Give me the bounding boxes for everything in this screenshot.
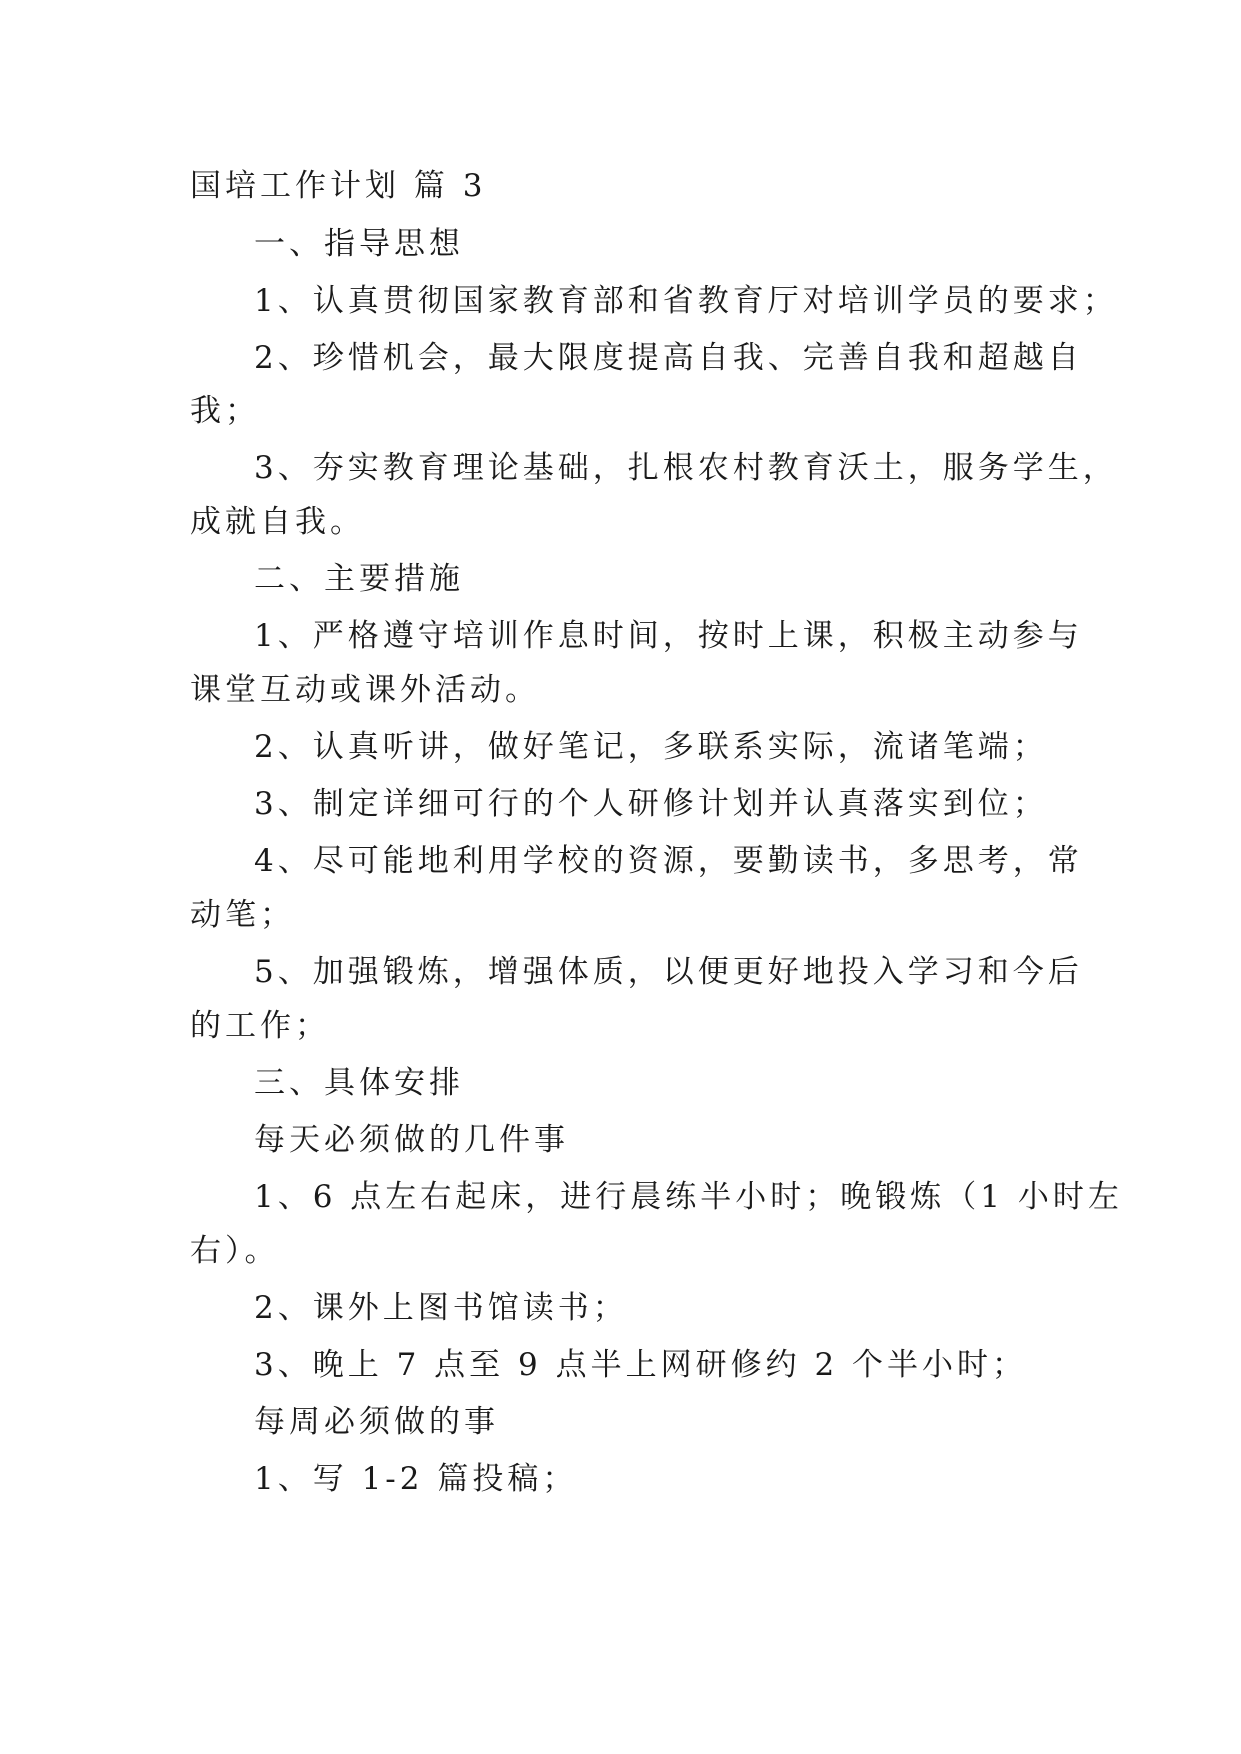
paragraph-line: 4、尽可能地利用学校的资源，要勤读书，多思考，常 xyxy=(254,843,1083,879)
paragraph-line: 3、夯实教育理论基础，扎根农村教育沃土，服务学生， xyxy=(254,450,1118,486)
paragraph-line: 动笔； xyxy=(190,897,295,933)
subheading: 每周必须做的事 xyxy=(254,1404,499,1440)
paragraph-line: 右）。 xyxy=(190,1233,280,1269)
paragraph-line: 1、认真贯彻国家教育部和省教育厅对培训学员的要求； xyxy=(254,283,1118,319)
section-heading: 二、主要措施 xyxy=(254,561,464,597)
document-title: 国培工作计划 篇 3 xyxy=(190,168,487,204)
section-heading: 三、具体安排 xyxy=(254,1065,464,1101)
paragraph-line: 1、严格遵守培训作息时间，按时上课，积极主动参与 xyxy=(254,618,1083,654)
paragraph-line: 5、加强锻炼，增强体质，以便更好地投入学习和今后 xyxy=(254,954,1083,990)
paragraph-line: 的工作； xyxy=(190,1008,330,1044)
paragraph-line: 1、6 点左右起床，进行晨练半小时；晚锻炼（1 小时左 xyxy=(254,1179,1123,1215)
paragraph-line: 2、珍惜机会，最大限度提高自我、完善自我和超越自 xyxy=(254,340,1083,376)
paragraph-line: 2、认真听讲，做好笔记，多联系实际，流诸笔端； xyxy=(254,729,1048,765)
paragraph-line: 3、制定详细可行的个人研修计划并认真落实到位； xyxy=(254,786,1048,822)
paragraph-line: 3、晚上 7 点至 9 点半上网研修约 2 个半小时； xyxy=(254,1347,1028,1383)
paragraph-line: 我； xyxy=(190,393,260,429)
subheading: 每天必须做的几件事 xyxy=(254,1122,569,1158)
paragraph-line: 2、课外上图书馆读书； xyxy=(254,1290,628,1326)
paragraph-line: 课堂互动或课外活动。 xyxy=(190,672,540,708)
section-heading: 一、指导思想 xyxy=(254,226,464,262)
paragraph-line: 1、写 1-2 篇投稿； xyxy=(254,1461,578,1497)
paragraph-line: 成就自我。 xyxy=(190,504,365,540)
